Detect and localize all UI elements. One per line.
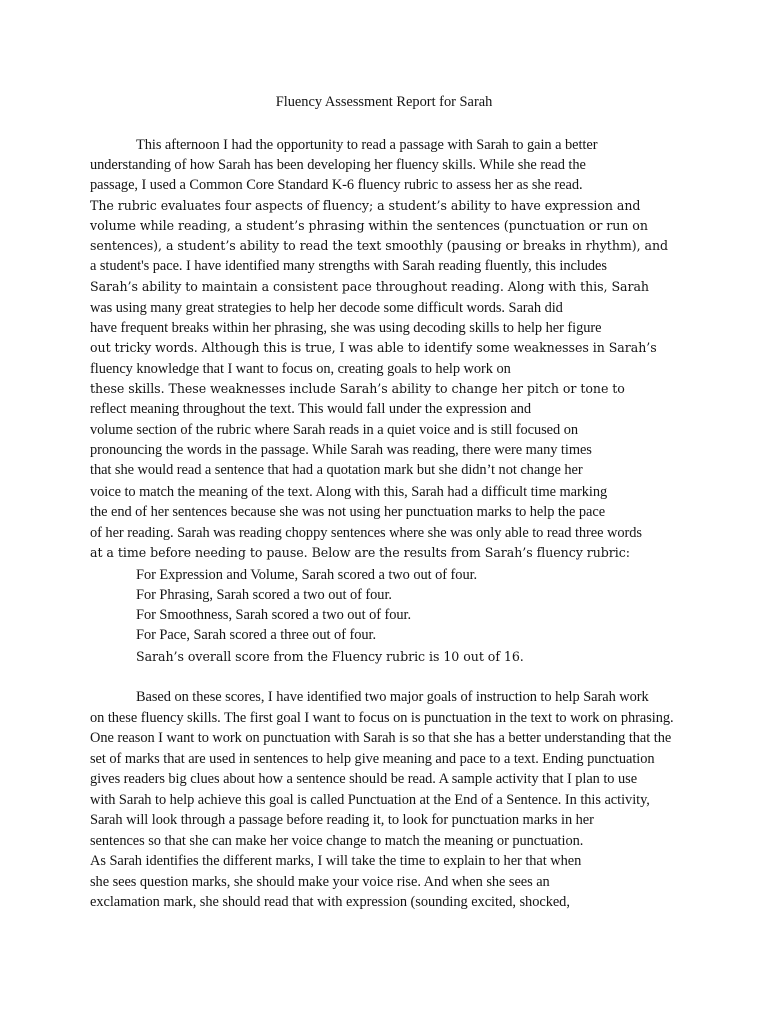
text-line: Based on these scores, I have identified two major goals of instruction to help Sarah work [136,689,649,705]
text-line: have frequent breaks within her phrasing, she was using decoding skills to help her figure [90,320,602,336]
score-line: For Smoothness, Sarah scored a two out of four. [136,607,412,623]
text-line: sentences so that she can make her voice change to match the meaning or punctuation. [90,833,584,849]
text-line: passage, I used a Common Core Standard K-6 fluency rubric to assess her as she read. [90,177,583,193]
text-line: reflect meaning throughout the text. This would fall under the expression and [90,401,532,417]
score-line: For Expression and Volume, Sarah scored a two out of four. [136,567,478,583]
text-line: out tricky words. Although this is true, I was able to identify some weaknesses in Sarah’s [90,340,657,355]
text-line: these skills. These weaknesses include Sarah’s ability to change her pitch or tone to [90,381,625,396]
text-line: As Sarah identifies the different marks, I will take the time to explain to her that when [90,853,582,869]
text-line: of her reading. Sarah was reading choppy sentences where she was only able to read three words [90,525,642,541]
text-line: exclamation mark, she should read that with expression (sounding excited, shocked, [90,894,570,910]
text-line: The rubric evaluates four aspects of fluency; a student’s ability to have expression and [90,198,641,213]
text-line: understanding of how Sarah has been developing her fluency skills. While she read the [90,157,586,173]
text-line: the end of her sentences because she was not using her punctuation marks to help the pace [90,504,606,520]
text-line: Sarah’s ability to maintain a consistent pace throughout reading. Along with this, Sarah [90,279,649,294]
text-line: volume while reading, a student’s phrasing within the sentences (punctuation or run on [90,218,648,233]
document-title: Fluency Assessment Report for Sarah [275,94,493,110]
text-line: sentences), a student’s ability to read the text smoothly (pausing or breaks in rhythm), and [90,238,669,253]
text-line: This afternoon I had the opportunity to read a passage with Sarah to gain a better [136,137,598,153]
text-line: gives readers big clues about how a sentence should be read. A sample activity that I plan to use [90,771,638,787]
text-line: at a time before needing to pause. Below are the results from Sarah’s fluency rubric: [90,545,630,560]
text-line: fluency knowledge that I want to focus on, creating goals to help work on [90,361,511,377]
text-line: volume section of the rubric where Sarah reads in a quiet voice and is still focused on [90,422,578,438]
text-line: pronouncing the words in the passage. While Sarah was reading, there were many times [90,442,592,458]
score-line: Sarah’s overall score from the Fluency rubric is 10 out of 16. [136,649,524,664]
text-line: Sarah will look through a passage before reading it, to look for punctuation marks in her [90,812,594,828]
text-line: that she would read a sentence that had a quotation mark but she didn’t not change her [90,462,583,478]
text-line: on these fluency skills. The first goal I want to focus on is punctuation in the text to work on phrasing. [90,710,674,726]
score-line: For Pace, Sarah scored a three out of four. [136,627,377,643]
score-line: For Phrasing, Sarah scored a two out of four. [136,587,392,603]
text-line: voice to match the meaning of the text. Along with this, Sarah had a difficult time marking [90,484,608,500]
text-line: set of marks that are used in sentences to help give meaning and pace to a text. Ending punctuation [90,751,655,767]
text-line: she sees question marks, she should make your voice rise. And when she sees an [90,874,550,890]
text-line: a student's pace. I have identified many strengths with Sarah reading fluently, this includes [90,258,607,274]
text-line: One reason I want to work on punctuation with Sarah is so that she has a better understanding that the [90,730,672,746]
text-line: was using many great strategies to help her decode some difficult words. Sarah did [90,300,563,316]
text-line: with Sarah to help achieve this goal is called Punctuation at the End of a Sentence. In this activity, [90,792,650,808]
